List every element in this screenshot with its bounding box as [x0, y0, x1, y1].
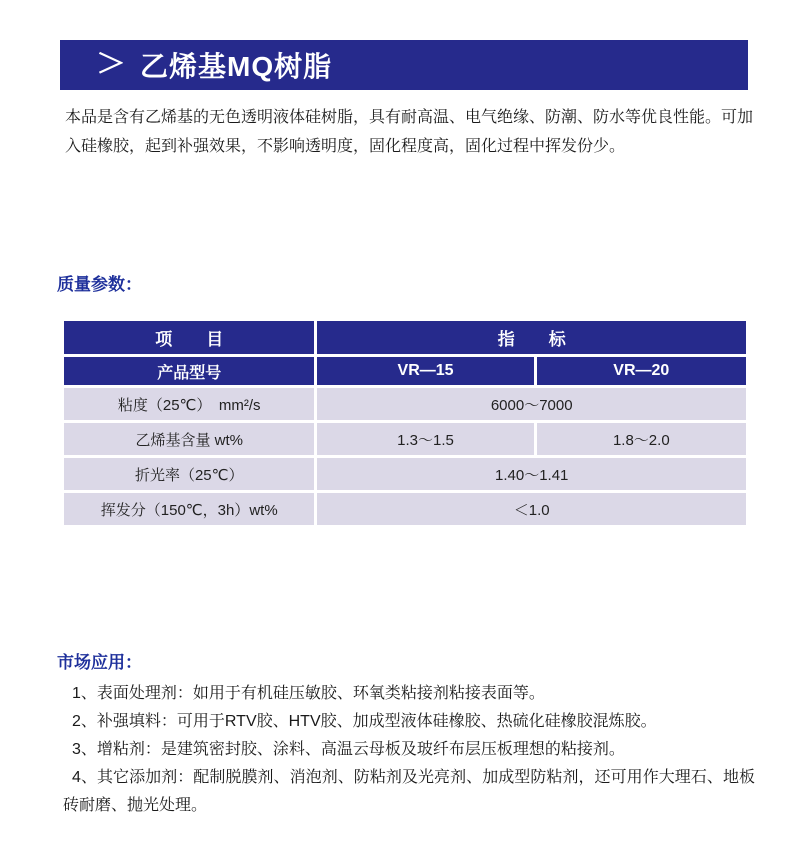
list-item-other-additives: 4、其它添加剂：配制脱膜剂、消泡剂、防粘剂及光亮剂、加成型防粘剂，还可用作大理石、地板砖耐磨、抛光处理。 — [63, 769, 755, 814]
header-cell-vr15: VR—15 — [316, 356, 535, 387]
row-label: 粘度（25℃） mm²/s — [63, 387, 316, 422]
row-label: 乙烯基含量 wt% — [63, 422, 316, 457]
section-label-quality-params: 质量参数： — [57, 275, 142, 294]
row-value: 6000～7000 — [316, 387, 748, 422]
chevron-right-icon: ＞ — [96, 49, 126, 80]
table-row-viscosity — [63, 387, 748, 422]
row-value: ＜1.0 — [316, 492, 748, 527]
table-row-vinyl-content — [63, 422, 748, 457]
header-cell-index: 指 标 — [316, 320, 748, 356]
row-label: 折光率（25℃） — [63, 457, 316, 492]
title-banner — [60, 40, 748, 90]
table-header-row — [63, 320, 748, 356]
section-label-market-applications: 市场应用： — [57, 653, 142, 672]
row-value: 1.40～1.41 — [316, 457, 748, 492]
table-row-refractive-index — [63, 457, 748, 492]
header-cell-item: 项 目 — [63, 320, 316, 356]
row-value-vr20: 1.8～2.0 — [535, 422, 747, 457]
list-item-tackifier: 3、增粘剂：是建筑密封胶、涂料、高温云母板及玻纤布层压板理想的粘接剂。 — [72, 741, 625, 758]
table-row-volatiles — [63, 492, 748, 527]
row-value-vr15: 1.3～1.5 — [316, 422, 535, 457]
applications-list — [63, 680, 755, 820]
table-model-row — [63, 356, 748, 387]
row-label: 挥发分（150℃，3h）wt% — [63, 492, 316, 527]
header-cell-model-label: 产品型号 — [63, 356, 316, 387]
list-item-reinforcing-filler: 2、补强填料：可用于RTV胶、HTV胶、加成型液体硅橡胶、热硫化硅橡胶混炼胶。 — [72, 713, 657, 730]
product-description: 本品是含有乙烯基的无色透明液体硅树脂，具有耐高温、电气绝缘、防潮、防水等优良性能。可加入硅橡胶，起到补强效果，不影响透明度，固化程度高，固化过程中挥发份少。 — [65, 109, 754, 155]
quality-params-table — [61, 318, 749, 528]
header-cell-vr20: VR—20 — [535, 356, 747, 387]
page-title: 乙烯基MQ树脂 — [140, 51, 333, 82]
list-item-surface-treatment: 1、表面处理剂：如用于有机硅压敏胶、环氧类粘接剂粘接表面等。 — [72, 685, 545, 702]
